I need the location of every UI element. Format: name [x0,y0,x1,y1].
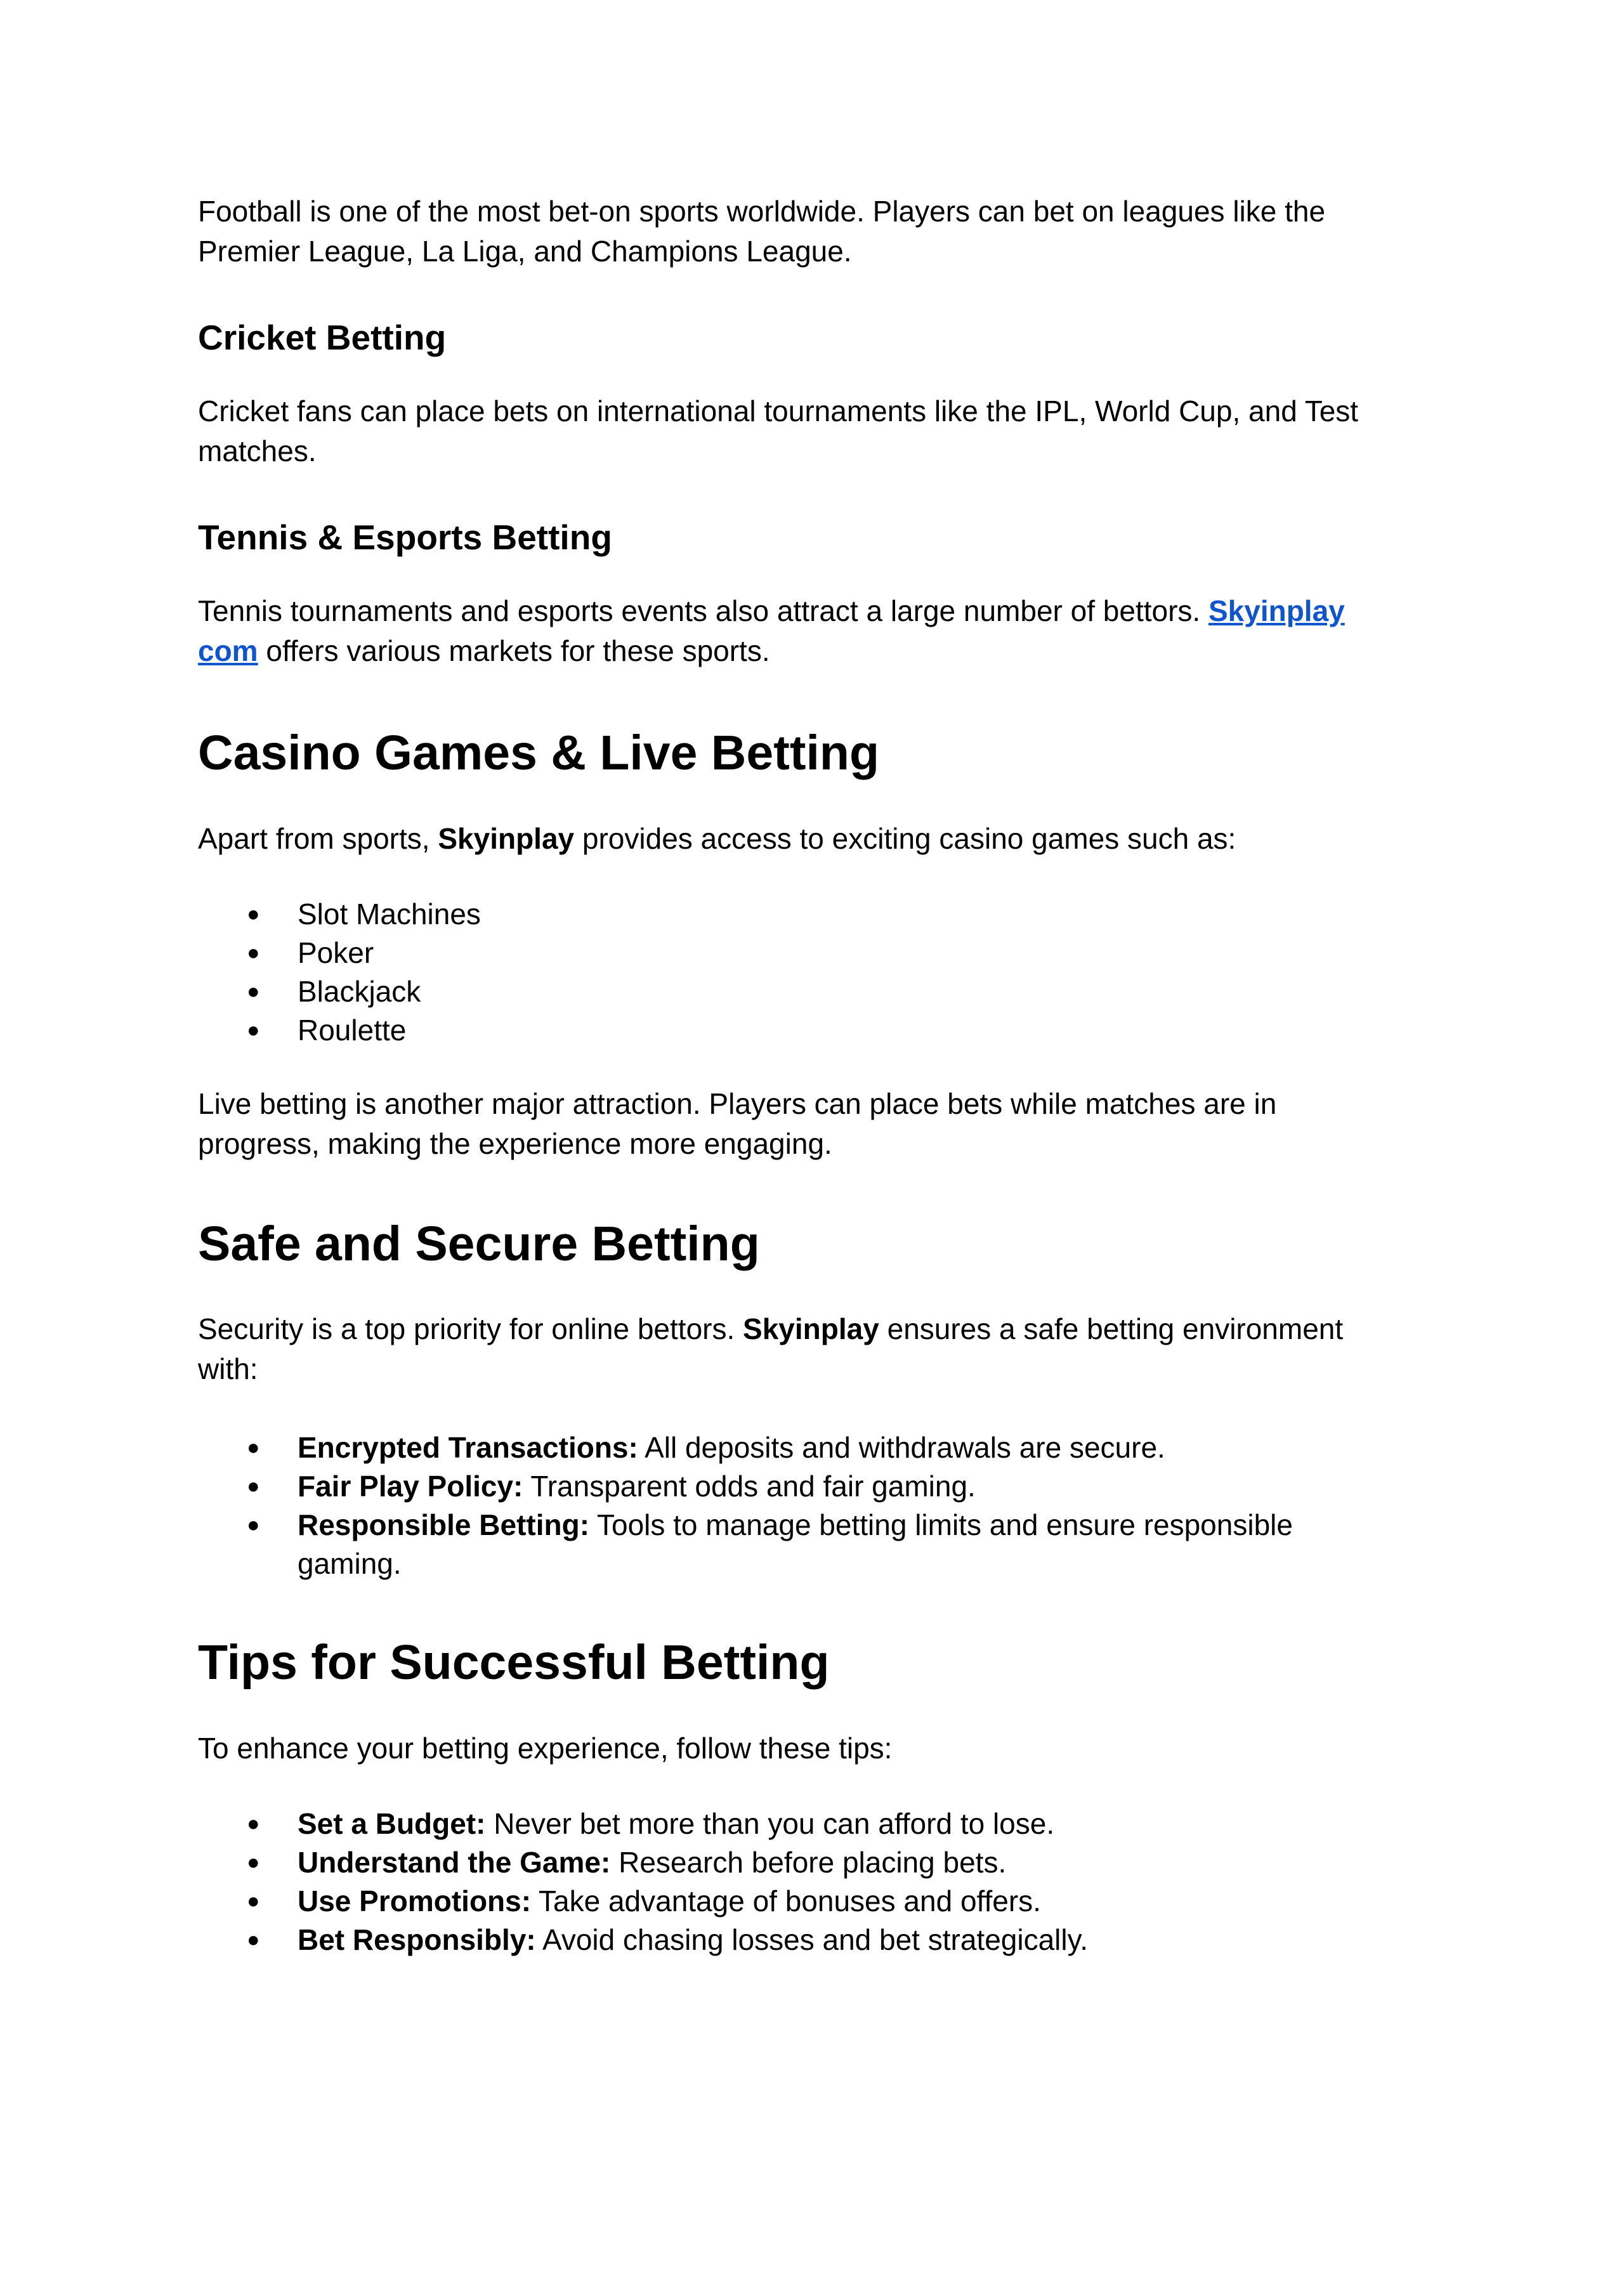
feature-label: Responsible Betting: [298,1508,590,1541]
bullet-icon: ● [247,1812,260,1836]
feature-text: Transparent odds and fair gaming. [523,1470,976,1503]
security-intro-brand: Skyinplay [743,1312,879,1345]
casino-intro-post: provides access to exciting casino games such as: [574,822,1236,855]
list-item [198,895,481,934]
cricket-line-2: matches. [198,434,317,467]
security-intro-line-1 [198,1309,1416,1349]
live-line-1: Live betting is another major attraction. Players can place bets while matches are in [198,1087,1277,1120]
tips-list [198,1805,1088,1959]
tip-label: Understand the Game: [298,1846,611,1879]
bullet-icon: ● [247,1889,260,1913]
casino-intro [198,819,1416,859]
tennis-line-1 [198,591,1416,631]
security-intro-pre: Security is a top priority for online bettors. [198,1312,743,1345]
casino-game-label: Roulette [298,1014,407,1047]
bullet-icon: ● [247,1928,260,1952]
tennis-paragraph [198,591,1416,671]
casino-intro-brand: Skyinplay [438,822,575,855]
feature-text: Tools to manage betting limits and ensure responsible [589,1508,1293,1541]
list-item [198,1428,1293,1467]
bullet-icon: ● [247,1018,260,1042]
football-paragraph [198,192,1416,271]
tennis-line-1-text: Tennis tournaments and esports events also attract a large number of bettors. [198,594,1208,627]
casino-game-label: Poker [298,936,374,969]
feature-label: Fair Play Policy: [298,1470,523,1503]
tennis-line-2-text: offers various markets for these sports. [258,634,770,667]
tip-text: Never bet more than you can afford to lose. [485,1807,1055,1840]
casino-intro-pre: Apart from sports, [198,822,438,855]
tip-text: Take advantage of bonuses and offers. [531,1885,1041,1917]
tips-heading: Tips for Successful Betting [198,1635,830,1690]
live-line-2: progress, making the experience more engaging. [198,1127,832,1160]
security-intro-line-2: with: [198,1352,258,1385]
skyinplay-link-part-1[interactable]: Skyinplay [1208,594,1345,627]
list-item [198,1882,1088,1921]
tip-label: Set a Budget: [298,1807,486,1840]
list-item [198,934,481,972]
bullet-icon: ● [247,1435,260,1460]
bullet-icon: ● [247,941,260,965]
cricket-heading: Cricket Betting [198,318,447,357]
bullet-icon: ● [247,902,260,926]
security-features-list [198,1428,1293,1583]
security-intro-post: ensures a safe betting environment [879,1312,1344,1345]
list-item [198,1843,1088,1882]
tips-intro: To enhance your betting experience, follow these tips: [198,1732,893,1765]
bullet-icon: ● [247,1474,260,1498]
bullet-icon: ● [247,1850,260,1874]
list-item [198,972,481,1011]
cricket-paragraph [198,391,1416,471]
football-line-2: Premier League, La Liga, and Champions League. [198,235,852,268]
security-intro [198,1309,1416,1389]
live-betting-paragraph [198,1084,1416,1164]
list-item [198,1506,1293,1583]
list-item [198,1805,1088,1843]
bullet-icon: ● [247,979,260,1003]
feature-label: Encrypted Transactions: [298,1431,638,1464]
casino-game-label: Blackjack [298,975,421,1008]
tip-text: Research before placing bets. [610,1846,1007,1879]
tip-text: Avoid chasing losses and bet strategically. [535,1923,1088,1956]
skyinplay-link-part-2[interactable]: com [198,634,258,667]
cricket-line-1: Cricket fans can place bets on international tournaments like the IPL, World Cup, and Test [198,395,1359,428]
tip-label: Bet Responsibly: [298,1923,536,1956]
list-item [198,1011,481,1050]
feature-text: All deposits and withdrawals are secure. [638,1431,1165,1464]
feature-text-continuation: gaming. [298,1547,402,1580]
security-heading: Safe and Secure Betting [198,1217,760,1271]
casino-heading: Casino Games & Live Betting [198,726,879,780]
football-line-1: Football is one of the most bet-on sports worldwide. Players can bet on leagues like the [198,195,1326,228]
casino-games-list [198,895,481,1050]
tip-label: Use Promotions: [298,1885,532,1917]
tennis-line-2 [198,631,1416,671]
casino-game-label: Slot Machines [298,898,481,931]
bullet-icon: ● [247,1513,260,1537]
tennis-heading: Tennis & Esports Betting [198,518,612,557]
list-item [198,1467,1293,1506]
list-item [198,1921,1088,1959]
